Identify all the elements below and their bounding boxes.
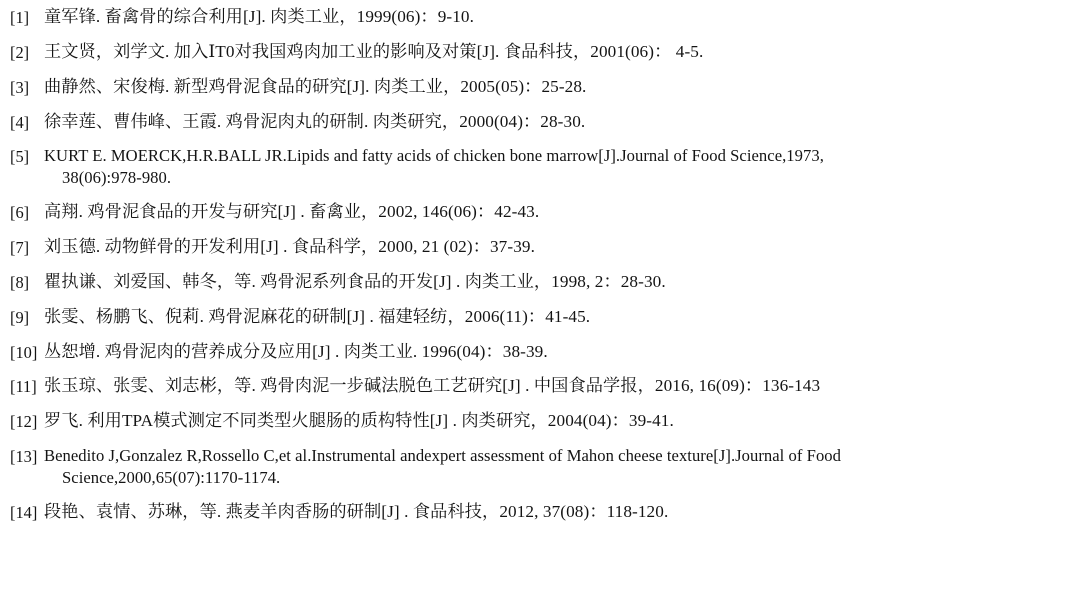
reference-text-continuation: Science,2000,65(07):1170-1174. [62, 467, 281, 487]
reference-text: 丛恕增. 鸡骨泥肉的营养成分及应用[J] . 肉类工业. 1996(04)：38-39. [44, 341, 548, 361]
reference-text: 段艳、袁情、苏琳，等. 燕麦羊肉香肠的研制[J] . 食品科技，2012, 37(08)：118-120. [44, 501, 669, 521]
reference-entry [10, 145, 1066, 188]
reference-entry [10, 375, 1066, 397]
reference-entry [10, 76, 1066, 98]
reference-text-continuation: 38(06):978-980. [62, 168, 172, 187]
reference-entry [10, 341, 1066, 363]
reference-text [44, 445, 1066, 488]
reference-text-line: KURT E. MOERCK,H.R.BALL JR.Lipids and fatty acids of chicken bone marrow[J].Journal of Food Science,1973, [44, 146, 824, 166]
reference-marker: [6] [10, 203, 30, 223]
reference-text: 王文贤，刘学文. 加入ⅠT0对我国鸡肉加工业的影响及对策[J]. 食品科技，2001(06)： 4-5. [44, 41, 704, 61]
reference-marker: [9] [10, 307, 30, 327]
reference-marker: [4] [10, 112, 30, 132]
reference-marker: [14] [10, 502, 38, 522]
reference-entry [10, 306, 1066, 328]
reference-marker: [2] [10, 42, 30, 62]
reference-entry [10, 111, 1066, 133]
reference-marker: [5] [10, 147, 30, 167]
reference-text: 张雯、杨鹏飞、倪莉. 鸡骨泥麻花的研制[J] . 福建轻纺，2006(11)：41-45. [44, 306, 591, 326]
reference-text: 刘玉德. 动物鲜骨的开发利用[J] . 食品科学，2000, 21 (02)：37-39. [44, 236, 535, 256]
reference-marker: [3] [10, 77, 30, 97]
reference-marker: [11] [10, 377, 37, 397]
reference-entry [10, 201, 1066, 223]
reference-marker: [1] [10, 8, 30, 27]
reference-marker: [7] [10, 237, 30, 257]
reference-text: 徐幸莲、曹伟峰、王霞. 鸡骨泥肉丸的研制. 肉类研究，2000(04)：28-30. [44, 111, 586, 131]
reference-entry [10, 271, 1066, 293]
reference-text [44, 145, 1066, 188]
reference-entry [10, 445, 1066, 488]
reference-text: 童军锋. 畜禽骨的综合利用[J]. 肉类工业，1999(06)：9-10. [44, 7, 475, 26]
reference-text-line: Benedito J,Gonzalez R,Rossello C,et al.Instrumental andexpert assessment of Mahon cheese texture[J].Journal of Food [44, 446, 841, 466]
reference-marker: [10] [10, 342, 38, 362]
reference-entry [10, 41, 1066, 63]
reference-text: 罗飞. 利用TPA模式测定不同类型火腿肠的质构特性[J] . 肉类研究，2004(04)：39-41. [44, 411, 674, 431]
reference-marker: [8] [10, 272, 30, 292]
reference-entry [10, 236, 1066, 258]
reference-entry [10, 410, 1066, 432]
reference-text: 曲静然、宋俊梅. 新型鸡骨泥食品的研究[J]. 肉类工业，2005(05)：25-28. [44, 76, 587, 96]
reference-entry [10, 6, 1066, 28]
reference-text: 张玉琼、张雯、刘志彬，等. 鸡骨肉泥一步碱法脱色工艺研究[J] . 中国食品学报，2016, 16(09)：136-143 [44, 376, 821, 396]
reference-marker: [12] [10, 412, 38, 432]
reference-text: 瞿执谦、刘爱国、韩冬，等. 鸡骨泥系列食品的开发[J] . 肉类工业，1998, 2：28-30. [44, 271, 666, 291]
reference-marker: [13] [10, 447, 38, 467]
reference-entry [10, 501, 1066, 523]
reference-text: 高翔. 鸡骨泥食品的开发与研究[J] . 畜禽业，2002, 146(06)：42-43. [44, 202, 540, 222]
